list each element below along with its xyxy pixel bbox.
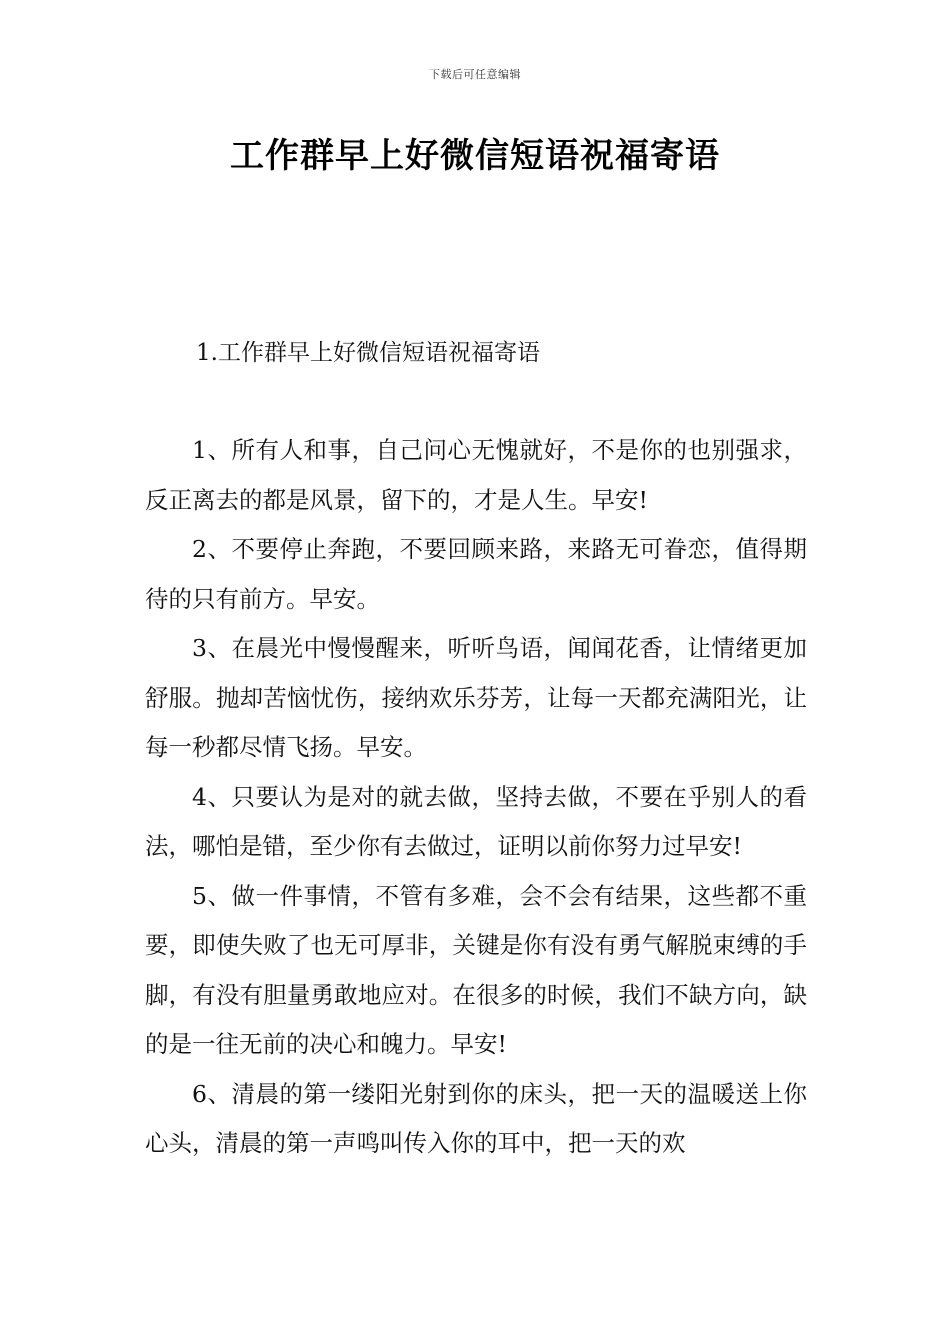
section-heading: 1.工作群早上好微信短语祝福寄语 [196, 340, 540, 366]
paragraph-2: 2、不要停止奔跑，不要回顾来路，来路无可眷恋，值得期待的只有前方。早安。 [145, 535, 807, 613]
paragraph-3: 3、在晨光中慢慢醒来，听听鸟语，闻闻花香，让情绪更加舒服。抛却苦恼忧伤，接纳欢乐芬芳，让每一天都充满阳光，让每一秒都尽情飞扬。早安。 [145, 634, 807, 761]
body-text [145, 426, 807, 1169]
paragraph-5: 5、做一件事情，不管有多难，会不会有结果，这些都不重要，即使失败了也无可厚非，关键是你有没有勇气解脱束缚的手脚，有没有胆量勇敢地应对。在很多的时候，我们不缺方向，缺的是一往无前的决心和魄力。早安! [145, 881, 807, 1058]
paragraph-6: 6、清晨的第一缕阳光射到你的床头，把一天的温暖送上你心头，清晨的第一声鸣叫传入你的耳中，把一天的欢 [145, 1079, 807, 1157]
paragraph-4: 4、只要认为是对的就去做，坚持去做，不要在乎别人的看法，哪怕是错，至少你有去做过，证明以前你努力过早安! [145, 782, 807, 860]
header-note: 下载后可任意编辑 [429, 68, 521, 81]
paragraph-1: 1、所有人和事，自己问心无愧就好，不是你的也别强求，反正离去的都是风景，留下的，才是人生。早安! [145, 436, 807, 514]
document-title: 工作群早上好微信短语祝福寄语 [230, 136, 720, 176]
